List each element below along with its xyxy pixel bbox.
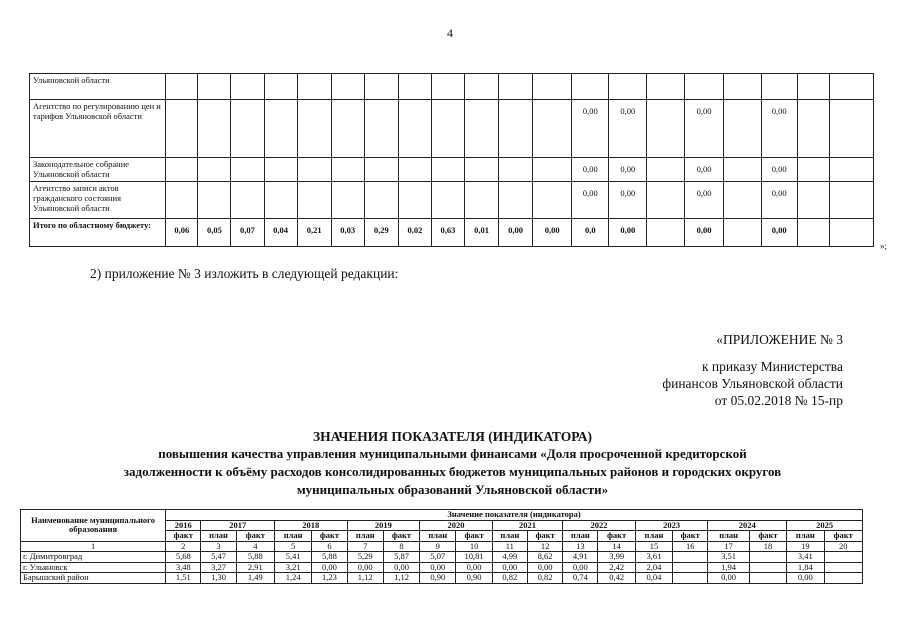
indicator-value: 1,12 — [347, 573, 383, 584]
indicator-value: 5,88 — [312, 552, 347, 563]
indicator-value — [673, 573, 708, 584]
page-number: 4 — [447, 26, 453, 40]
cell-value — [465, 158, 499, 182]
subheader: факт — [456, 531, 492, 542]
indicator-value: 0,00 — [312, 562, 347, 573]
cell-value — [533, 182, 572, 219]
cell-value: 0,00 — [761, 182, 797, 219]
cell-value: 0,00 — [761, 158, 797, 182]
municipality-name: г. Димитровград — [21, 552, 166, 563]
indicator-value: 5,07 — [420, 552, 456, 563]
subheader: план — [635, 531, 672, 542]
column-number: 17 — [708, 541, 749, 552]
cell-value: 0,05 — [198, 219, 231, 247]
table-row — [30, 100, 874, 158]
cell-value — [198, 182, 231, 219]
cell-value — [609, 74, 647, 100]
column-number: 8 — [383, 541, 419, 552]
cell-value — [297, 100, 331, 158]
subheader: факт — [824, 531, 863, 542]
column-number: 19 — [787, 541, 824, 552]
cell-value — [198, 74, 231, 100]
cell-value: 0,00 — [572, 100, 609, 158]
cell-value — [499, 182, 533, 219]
row-name: Ульяновской области — [30, 74, 166, 100]
indicator-value — [673, 552, 708, 563]
cell-value — [331, 182, 364, 219]
indicator-value: 2,04 — [635, 562, 672, 573]
indicator-value: 0,82 — [527, 573, 562, 584]
subheader: факт — [383, 531, 419, 542]
cell-value: 0,03 — [331, 219, 364, 247]
cell-value — [297, 182, 331, 219]
cell-value — [647, 100, 685, 158]
closing-quote: »; — [880, 241, 888, 251]
cell-value — [364, 100, 398, 158]
cell-value: 0,07 — [231, 219, 264, 247]
appendix-line-1: к приказу Министерства — [701, 359, 843, 374]
cell-value — [829, 182, 873, 219]
indicator-value: 1,24 — [275, 573, 312, 584]
table-row — [21, 562, 863, 573]
column-number: 13 — [563, 541, 598, 552]
indicator-value: 10,81 — [456, 552, 492, 563]
indicator-value — [673, 562, 708, 573]
cell-value — [264, 158, 297, 182]
value-header: Значение показателя (индикатора) — [166, 510, 863, 521]
subheader: факт — [527, 531, 562, 542]
indicator-value: 0,74 — [563, 573, 598, 584]
cell-value — [431, 74, 464, 100]
cell-value: 0,06 — [166, 219, 198, 247]
cell-value — [723, 182, 761, 219]
cell-value — [465, 182, 499, 219]
subheader: факт — [166, 531, 201, 542]
cell-value — [829, 100, 873, 158]
cell-value — [829, 219, 873, 247]
cell-value — [231, 74, 264, 100]
cell-value — [297, 74, 331, 100]
cell-value — [264, 74, 297, 100]
cell-value — [533, 100, 572, 158]
column-number: 4 — [236, 541, 274, 552]
cell-value — [829, 74, 873, 100]
cell-value: 0,63 — [431, 219, 464, 247]
year-header: 2025 — [787, 520, 863, 531]
table-row — [21, 573, 863, 584]
heading-line-4: муниципальных образований Ульяновской области» — [296, 482, 609, 497]
cell-value — [297, 158, 331, 182]
column-number: 16 — [673, 541, 708, 552]
cell-value — [465, 74, 499, 100]
indicator-value: 0,90 — [420, 573, 456, 584]
cell-value — [431, 182, 464, 219]
cell-value — [797, 219, 829, 247]
cell-value: 0,00 — [685, 100, 723, 158]
year-header: 2021 — [492, 520, 563, 531]
indicator-value: 2,91 — [236, 562, 274, 573]
cell-value: 0,00 — [609, 182, 647, 219]
cell-value: 0,21 — [297, 219, 331, 247]
cell-value — [264, 100, 297, 158]
header-row — [21, 510, 863, 521]
cell-value — [231, 100, 264, 158]
cell-value — [398, 74, 431, 100]
table-row — [21, 552, 863, 563]
cell-value: 0,00 — [685, 219, 723, 247]
indicator-value: 1,12 — [383, 573, 419, 584]
indicator-value — [824, 562, 863, 573]
indicator-value: 0,00 — [492, 562, 527, 573]
appendix-title: «ПРИЛОЖЕНИЕ № 3 — [716, 332, 843, 347]
cell-value: 0,29 — [364, 219, 398, 247]
indicator-value: 4,91 — [563, 552, 598, 563]
table-row — [30, 182, 874, 219]
indicator-value: 3,61 — [635, 552, 672, 563]
cell-value — [499, 158, 533, 182]
column-number: 15 — [635, 541, 672, 552]
appendix-line-3: от 05.02.2018 № 15-пр — [714, 393, 843, 408]
cell-value: 0,00 — [572, 158, 609, 182]
cell-value — [499, 100, 533, 158]
cell-value: 0,04 — [264, 219, 297, 247]
heading-line-2: повышения качества управления муниципальными финансами «Доля просроченной кредиторской — [158, 446, 747, 461]
indicator-value: 5,29 — [347, 552, 383, 563]
cell-value: 0,00 — [609, 219, 647, 247]
cell-value — [398, 158, 431, 182]
subheader: план — [347, 531, 383, 542]
cell-value — [647, 158, 685, 182]
column-number: 3 — [201, 541, 236, 552]
subheader: план — [787, 531, 824, 542]
cell-value — [264, 182, 297, 219]
cell-value — [166, 182, 198, 219]
cell-value — [723, 74, 761, 100]
cell-value — [797, 182, 829, 219]
indicator-value: 3,99 — [598, 552, 635, 563]
subheader: план — [492, 531, 527, 542]
indicator-value: 0,90 — [456, 573, 492, 584]
cell-value — [647, 182, 685, 219]
cell-value: 0,01 — [465, 219, 499, 247]
cell-value — [499, 74, 533, 100]
column-number: 12 — [527, 541, 562, 552]
year-header: 2024 — [708, 520, 787, 531]
cell-value — [331, 74, 364, 100]
cell-value — [723, 219, 761, 247]
indicator-value: 2,42 — [598, 562, 635, 573]
indicator-value: 0,82 — [492, 573, 527, 584]
cell-value — [647, 219, 685, 247]
subheader: план — [708, 531, 749, 542]
cell-value: 0,00 — [685, 182, 723, 219]
cell-value — [723, 158, 761, 182]
indicator-value: 3,41 — [787, 552, 824, 563]
cell-value — [572, 74, 609, 100]
subheader: план — [275, 531, 312, 542]
indicator-value — [749, 552, 786, 563]
indicator-value: 1,84 — [787, 562, 824, 573]
cell-value — [364, 182, 398, 219]
column-number: 9 — [420, 541, 456, 552]
indicator-value: 0,00 — [708, 573, 749, 584]
column-number: 20 — [824, 541, 863, 552]
cell-value: 0,00 — [761, 219, 797, 247]
indicator-value: 3,48 — [166, 562, 201, 573]
year-header: 2016 — [166, 520, 201, 531]
name-header: Наименование муниципального образования — [21, 510, 166, 542]
indicator-value: 4,99 — [492, 552, 527, 563]
indicator-value — [824, 573, 863, 584]
indicator-value: 1,49 — [236, 573, 274, 584]
indicator-value: 1,51 — [166, 573, 201, 584]
subheader: факт — [236, 531, 274, 542]
subheader: план — [563, 531, 598, 542]
indicator-value: 5,41 — [275, 552, 312, 563]
indicator-value: 1,30 — [201, 573, 236, 584]
table-row — [30, 158, 874, 182]
cell-value: 0,02 — [398, 219, 431, 247]
heading-line-3: задолженности к объёму расходов консолидированных бюджетов муниципальных районов и городских округов — [123, 464, 782, 479]
cell-value: 0,00 — [609, 100, 647, 158]
column-number: 10 — [456, 541, 492, 552]
row-name: Агентство записи актов гражданского состояния Ульяновской области — [30, 182, 166, 219]
indicator-value: 5,87 — [383, 552, 419, 563]
indicator-value — [749, 573, 786, 584]
subheader: факт — [749, 531, 786, 542]
cell-value — [198, 158, 231, 182]
indicator-value: 0,00 — [563, 562, 598, 573]
column-number: 5 — [275, 541, 312, 552]
year-header: 2023 — [635, 520, 708, 531]
indicator-value: 5,68 — [166, 552, 201, 563]
year-header: 2017 — [201, 520, 275, 531]
cell-value: 0,00 — [533, 219, 572, 247]
cell-value — [398, 182, 431, 219]
cell-value — [647, 74, 685, 100]
column-number: 7 — [347, 541, 383, 552]
column-number-row — [21, 541, 863, 552]
budget-table — [29, 73, 874, 247]
cell-value — [166, 100, 198, 158]
cell-value — [431, 158, 464, 182]
appendix-line-2: финансов Ульяновской области — [662, 376, 843, 391]
cell-value — [797, 158, 829, 182]
year-header: 2018 — [275, 520, 348, 531]
indicator-value: 5,88 — [236, 552, 274, 563]
cell-value — [465, 100, 499, 158]
cell-value — [231, 182, 264, 219]
cell-value: 0,00 — [499, 219, 533, 247]
cell-value — [166, 74, 198, 100]
indicator-value: 0,00 — [456, 562, 492, 573]
indicator-value: 5,47 — [201, 552, 236, 563]
heading-title: ЗНАЧЕНИЯ ПОКАЗАТЕЛЯ (ИНДИКАТОРА) — [313, 429, 592, 444]
table-row — [30, 74, 874, 100]
cell-value — [723, 100, 761, 158]
cell-value — [331, 100, 364, 158]
column-number: 18 — [749, 541, 786, 552]
cell-value — [829, 158, 873, 182]
indicator-value: 3,27 — [201, 562, 236, 573]
indicator-value: 0,00 — [527, 562, 562, 573]
indicator-value: 3,51 — [708, 552, 749, 563]
amendment-paragraph: 2) приложение № 3 изложить в следующей редакции: — [90, 266, 399, 281]
column-number: 14 — [598, 541, 635, 552]
subheader: план — [201, 531, 236, 542]
cell-value: 0,0 — [572, 219, 609, 247]
indicator-value: 1,23 — [312, 573, 347, 584]
subheader: план — [420, 531, 456, 542]
cell-value: 0,00 — [761, 100, 797, 158]
cell-value: 0,00 — [685, 158, 723, 182]
indicator-value: 0,42 — [598, 573, 635, 584]
column-number: 1 — [21, 541, 166, 552]
column-number: 6 — [312, 541, 347, 552]
indicator-value: 0,00 — [787, 573, 824, 584]
year-header: 2022 — [563, 520, 636, 531]
cell-value — [198, 100, 231, 158]
cell-value — [398, 100, 431, 158]
row-name: Агентство по регулированию цен и тарифов Ульяновской области — [30, 100, 166, 158]
subheader: факт — [312, 531, 347, 542]
indicator-value: 1,94 — [708, 562, 749, 573]
row-name: Итого по областному бюджету: — [30, 219, 166, 247]
subheader: факт — [673, 531, 708, 542]
indicator-value: 0,04 — [635, 573, 672, 584]
column-number: 11 — [492, 541, 527, 552]
indicator-value: 0,00 — [420, 562, 456, 573]
cell-value — [797, 100, 829, 158]
indicator-value: 3,21 — [275, 562, 312, 573]
cell-value — [364, 158, 398, 182]
municipality-name: Барышский район — [21, 573, 166, 584]
cell-value — [533, 74, 572, 100]
cell-value — [331, 158, 364, 182]
cell-value: 0,00 — [572, 182, 609, 219]
year-header: 2020 — [420, 520, 493, 531]
year-header: 2019 — [347, 520, 420, 531]
indicator-value: 8,62 — [527, 552, 562, 563]
indicator-value: 0,00 — [383, 562, 419, 573]
municipality-name: г. Ульяновск — [21, 562, 166, 573]
indicator-table — [20, 509, 863, 584]
cell-value — [231, 158, 264, 182]
cell-value — [797, 74, 829, 100]
column-number: 2 — [166, 541, 201, 552]
row-name: Законодательное собрание Ульяновской области — [30, 158, 166, 182]
cell-value: 0,00 — [609, 158, 647, 182]
cell-value — [533, 158, 572, 182]
subheader: факт — [598, 531, 635, 542]
indicator-value — [749, 562, 786, 573]
cell-value — [431, 100, 464, 158]
cell-value — [685, 74, 723, 100]
indicator-value — [824, 552, 863, 563]
cell-value — [761, 74, 797, 100]
cell-value — [166, 158, 198, 182]
cell-value — [364, 74, 398, 100]
indicator-value: 0,00 — [347, 562, 383, 573]
table-row — [30, 219, 874, 247]
